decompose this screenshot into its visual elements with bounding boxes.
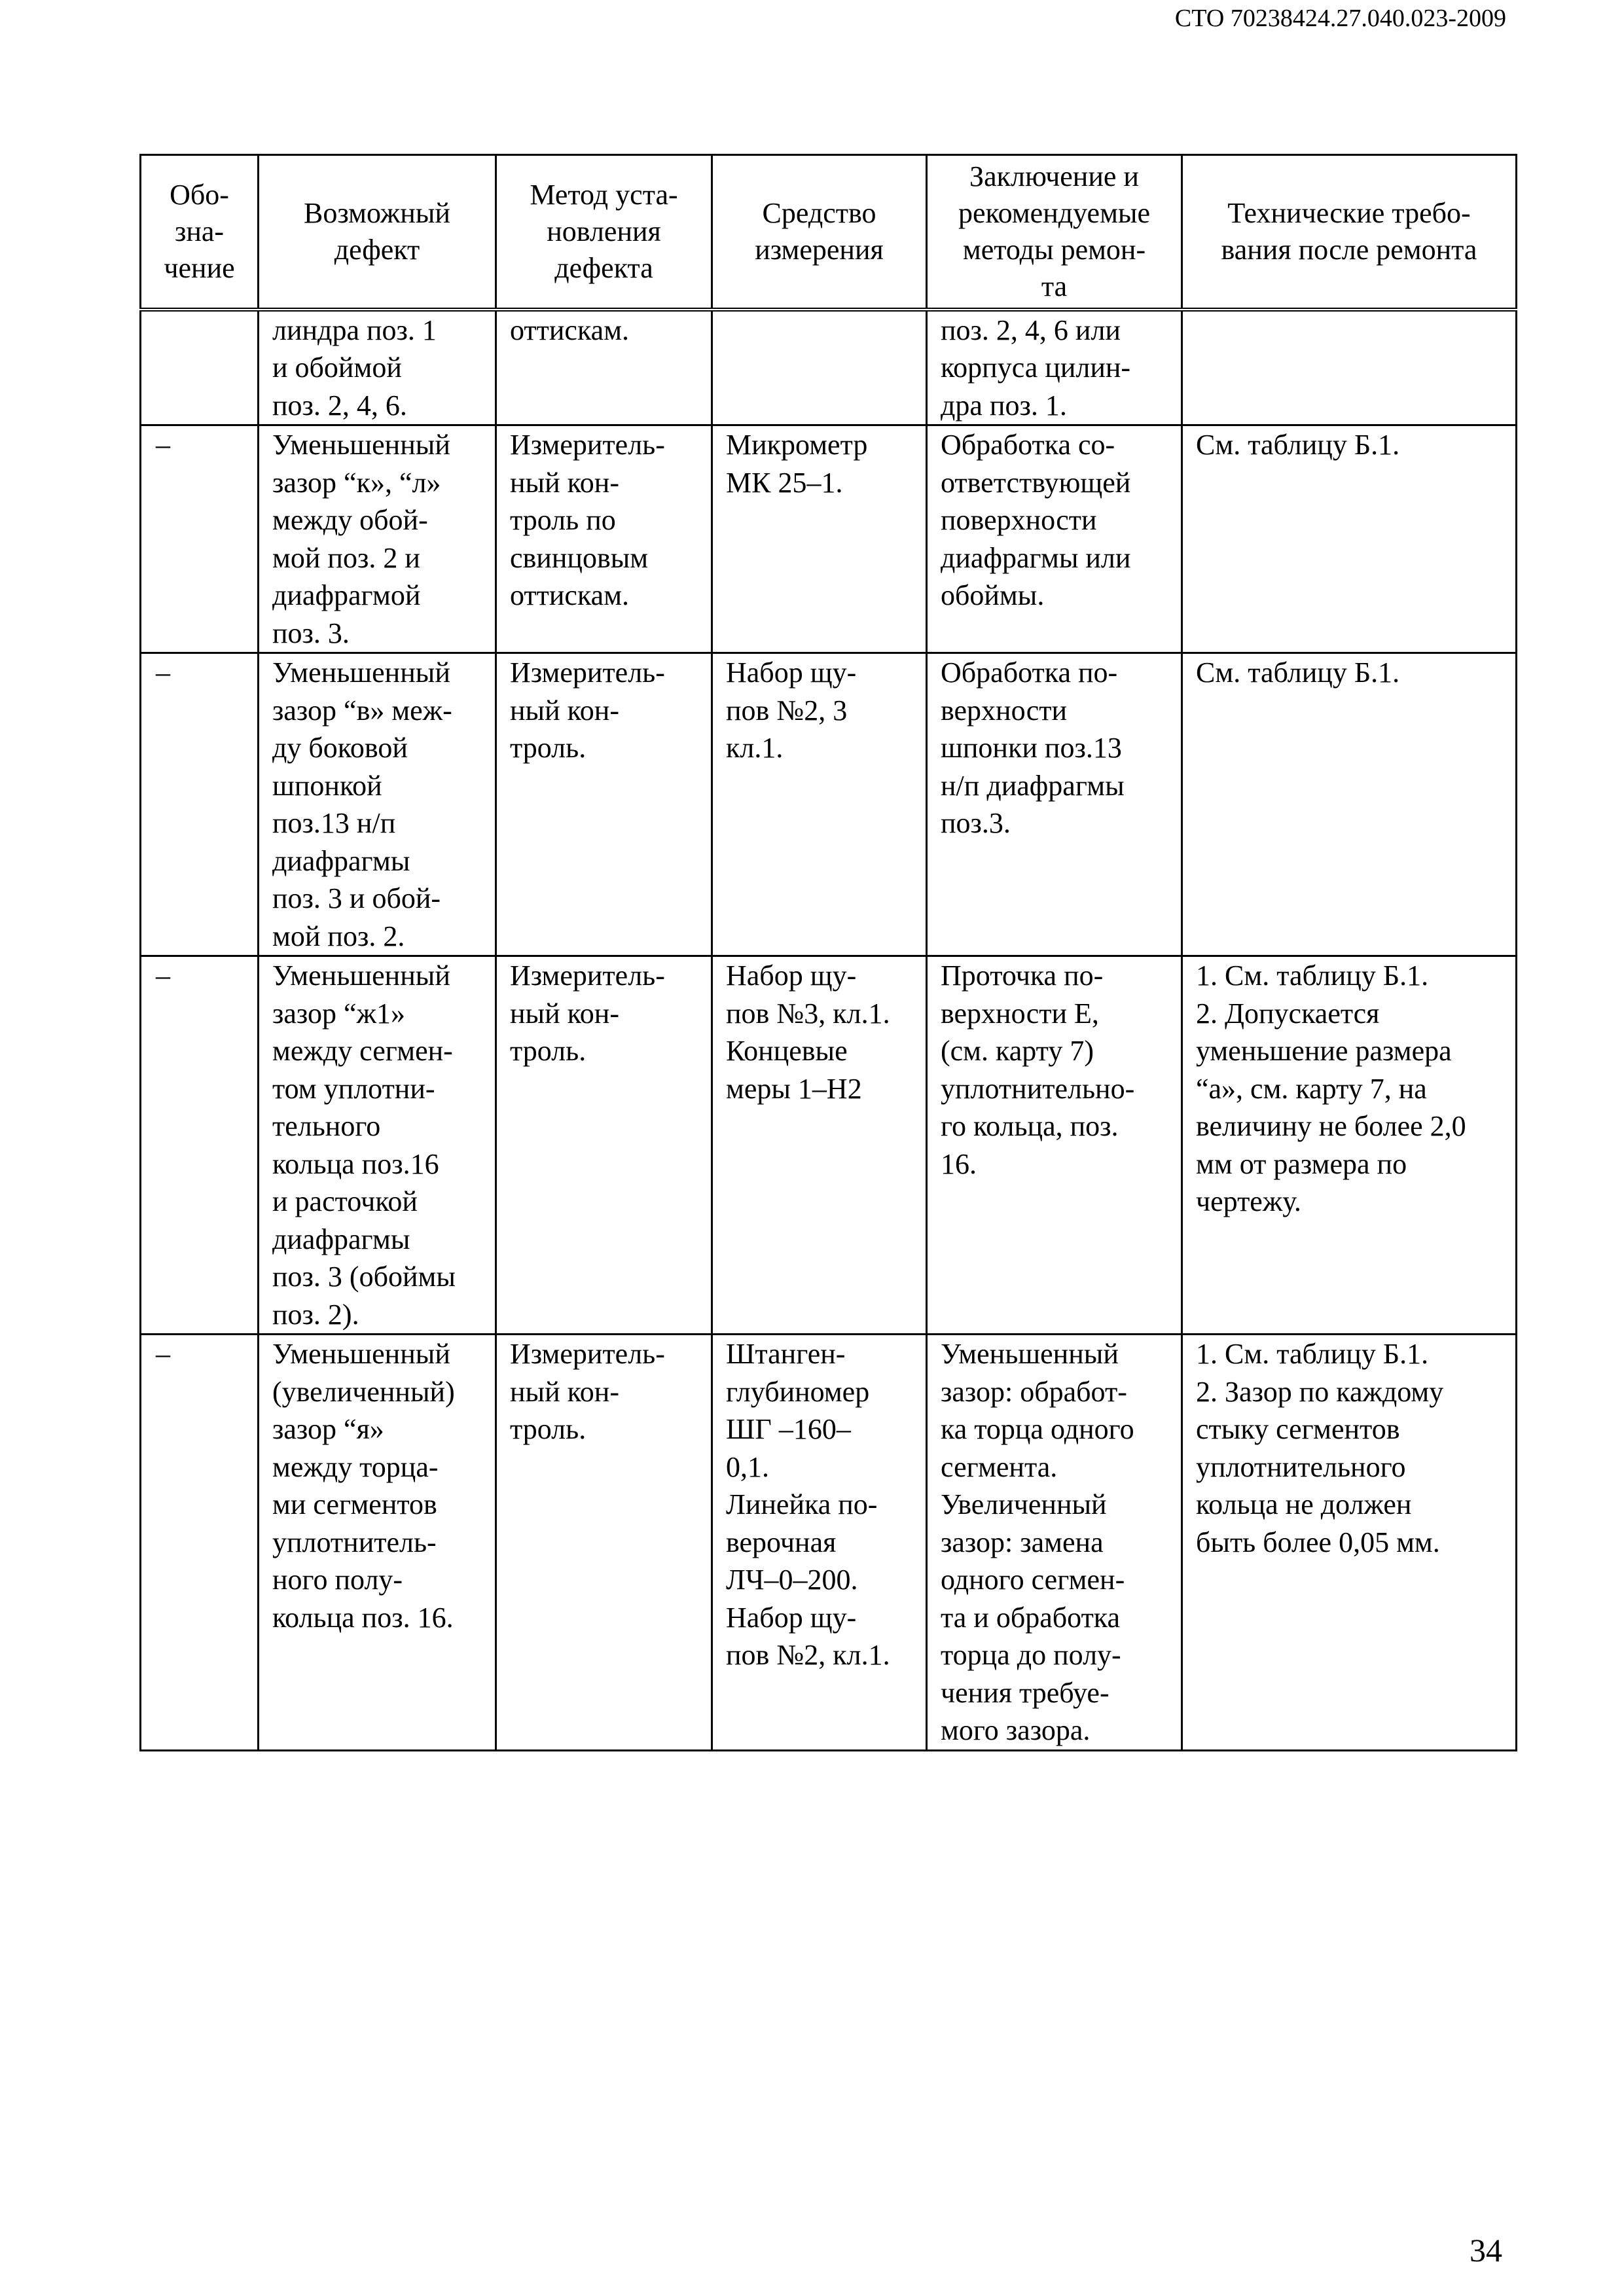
- cell-requirements: См. таблицу Б.1.: [1182, 425, 1517, 653]
- cell-method: Измеритель- ный кон- троль.: [496, 1335, 712, 1751]
- cell-designation: –: [141, 425, 259, 653]
- header-designation: Обо- зна- чение: [141, 155, 259, 310]
- header-detection-method: Метод уста- новления дефекта: [496, 155, 712, 310]
- cell-repair: поз. 2, 4, 6 или корпуса цилин- дра поз. 1.: [927, 310, 1182, 425]
- table-row: [141, 956, 1517, 1335]
- header-measurement-tool: Средство измерения: [712, 155, 927, 310]
- cell-repair: Уменьшенный зазор: обработ- ка торца одного сегмента. Увеличенный зазор: замена одного сегмен- та и обработка торца до полу- чения требуе- мого зазора.: [927, 1335, 1182, 1751]
- cell-defect: линдра поз. 1 и обоймой поз. 2, 4, 6.: [259, 310, 496, 425]
- cell-requirements: См. таблицу Б.1.: [1182, 653, 1517, 956]
- cell-requirements: 1. См. таблицу Б.1. 2. Зазор по каждому стыку сегментов уплотнительного кольца не должен быть более 0,05 мм.: [1182, 1335, 1517, 1751]
- header-technical-requirements: Технические требо- вания после ремонта: [1182, 155, 1517, 310]
- cell-repair: Проточка по- верхности Е, (см. карту 7) уплотнительно- го кольца, поз. 16.: [927, 956, 1182, 1335]
- cell-designation: [141, 310, 259, 425]
- cell-tool: Микрометр МК 25–1.: [712, 425, 927, 653]
- cell-defect: Уменьшенный зазор “ж1» между сегмен- том уплотни- тельного кольца поз.16 и расточкой диафрагмы поз. 3 (обоймы поз. 2).: [259, 956, 496, 1335]
- page-number: 34: [1470, 2232, 1502, 2269]
- table-header-row: [141, 155, 1517, 310]
- cell-repair: Обработка по- верхности шпонки поз.13 н/п диафрагмы поз.3.: [927, 653, 1182, 956]
- cell-tool: Набор щу- пов №2, 3 кл.1.: [712, 653, 927, 956]
- cell-designation: –: [141, 1335, 259, 1751]
- defects-table: [139, 154, 1517, 1751]
- cell-defect: Уменьшенный зазор “к», “л» между обой- мой поз. 2 и диафрагмой поз. 3.: [259, 425, 496, 653]
- cell-defect: Уменьшенный (увеличенный) зазор “я» между торца- ми сегментов уплотнитель- ного полу- кольца поз. 16.: [259, 1335, 496, 1751]
- cell-defect: Уменьшенный зазор “в» меж- ду боковой шпонкой поз.13 н/п диафрагмы поз. 3 и обой- мой поз. 2.: [259, 653, 496, 956]
- header-possible-defect: Возможный дефект: [259, 155, 496, 310]
- table-row: [141, 653, 1517, 956]
- cell-tool: Набор щу- пов №3, кл.1. Концевые меры 1–Н2: [712, 956, 927, 1335]
- cell-repair: Обработка со- ответствующей поверхности диафрагмы или обоймы.: [927, 425, 1182, 653]
- cell-method: Измеритель- ный кон- троль.: [496, 653, 712, 956]
- cell-requirements: [1182, 310, 1517, 425]
- cell-tool: Штанген- глубиномер ШГ –160– 0,1. Линейка по- верочная ЛЧ–0–200. Набор щу- пов №2, кл.1.: [712, 1335, 927, 1751]
- header-repair-methods: Заключение и рекомендуемые методы ремон- та: [927, 155, 1182, 310]
- cell-requirements: 1. См. таблицу Б.1. 2. Допускается уменьшение размера “а», см. карту 7, на величину не более 2,0 мм от размера по чертежу.: [1182, 956, 1517, 1335]
- cell-designation: –: [141, 653, 259, 956]
- cell-method: оттискам.: [496, 310, 712, 425]
- cell-method: Измеритель- ный кон- троль.: [496, 956, 712, 1335]
- table-row: [141, 1335, 1517, 1751]
- table-row: [141, 310, 1517, 425]
- cell-designation: –: [141, 956, 259, 1335]
- cell-tool: [712, 310, 927, 425]
- document-code: СТО 70238424.27.040.023-2009: [1174, 5, 1506, 32]
- cell-method: Измеритель- ный кон- троль по свинцовым оттискам.: [496, 425, 712, 653]
- table-row: [141, 425, 1517, 653]
